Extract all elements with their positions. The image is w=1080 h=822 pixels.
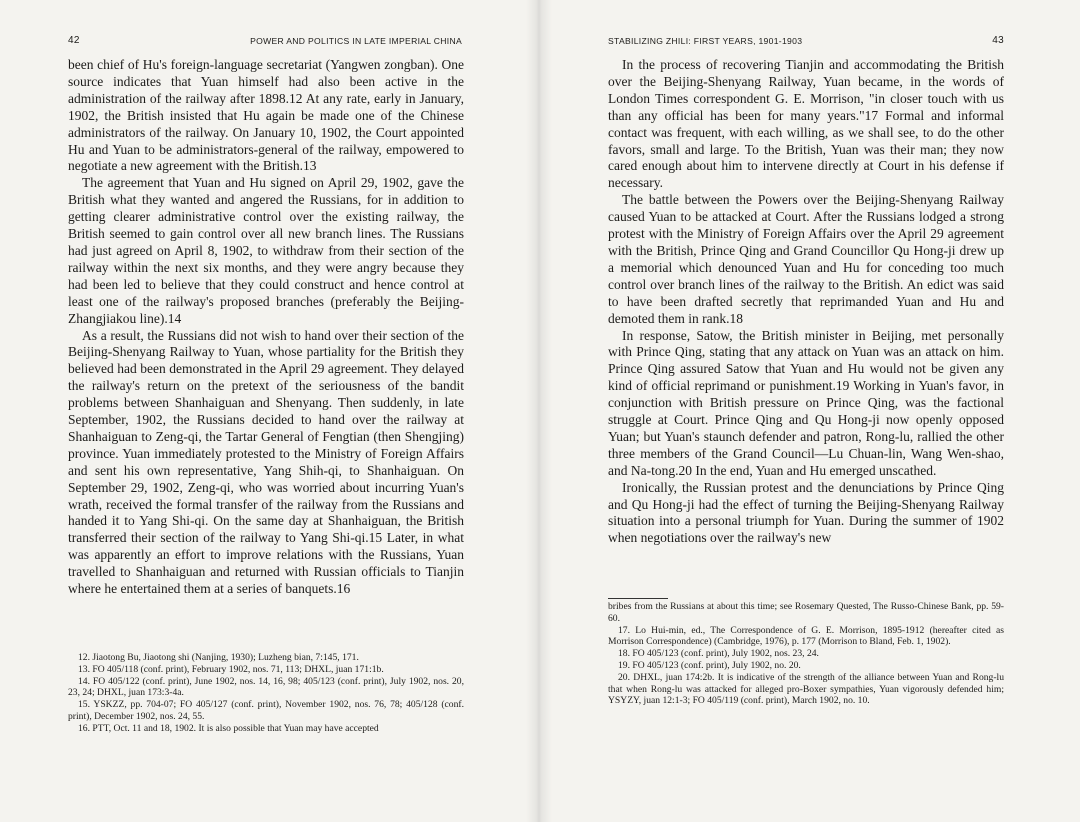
- left-footnotes: [68, 652, 464, 735]
- left-page-header: [68, 36, 464, 50]
- paragraph: The agreement that Yuan and Hu signed on April 29, 1902, gave the British what they wanted and angered the Russians, for in addition to getting clearer administrative control over the existing railway, the British seemed to gain control over all new branch lines. The Russians had just agreed on April 8, 1902, to withdraw from their section of the railway within the next six months, and they were angry because they had been led to believe that they could construct and hence control at least one of the railway's proposed branches (preferably the Beijing-Zhangjiakou line).14: [68, 175, 464, 326]
- page-number: 43: [992, 35, 1004, 46]
- left-body-text: [68, 57, 464, 598]
- footnote: bribes from the Russians at about this time; see Rosemary Quested, The Russo-Chinese Bank, pp. 59-60.: [608, 601, 1004, 624]
- paragraph: In the process of recovering Tianjin and accommodating the British over the Beijing-Shenyang Railway, Yuan became, in the words of London Times correspondent G. E. Morrison, "in closer touch with us than any official has been for many years."17 Formal and informal contact was frequent, with each willing, as we shall see, to do the other favors, small and large. To the British, Yuan was their man; they now cared enough about him to intervene directly at Court in his defense if necessary.: [608, 57, 1004, 191]
- footnote: 17. Lo Hui-min, ed., The Correspondence of G. E. Morrison, 1895-1912 (hereafter cited as Morrison Correspondence) (Cambridge, 1976), p. 177 (Morrison to Bland, Feb. 1, 1902).: [608, 624, 1004, 648]
- right-footnotes: [608, 598, 1004, 707]
- footnote: 15. YSKZZ, pp. 704-07; FO 405/127 (conf. print), November 1902, nos. 76, 78; 405/128 (conf. print), December 1902, nos. 24, 55.: [68, 699, 464, 722]
- footnote: 12. Jiaotong Bu, Jiaotong shi (Nanjing, 1930); Luzheng bian, 7:145, 171.: [78, 652, 359, 663]
- running-head: STABILIZING ZHILI: FIRST YEARS, 1901-1903: [608, 36, 803, 46]
- page-number: 42: [68, 35, 80, 46]
- paragraph: As a result, the Russians did not wish to hand over their section of the Beijing-Shenyang Railway to Yuan, whose partiality for the British they believed had been demonstrated in the April 29 agreement. They delayed the railway's return on the pretext of the seriousness of the bandit problems between Shanhaiguan and Shenyang. Then suddenly, in late September, 1902, the Russians decided to hand over the railway at Shanhaiguan to Zeng-qi, the Tartar General of Fengtian (then Shengjing) province. Yuan immediately protested to the Ministry of Foreign Affairs and sent his own representative, Yang Shih-qi, to Shanhaiguan. On September 29, 1902, Zeng-qi, who was worried about incurring Yuan's wrath, received the formal transfer of the railway from the Russians and handed it to Yang Shi-qi. On the same day at Shanhaiguan, the British transferred their section of the railway to Yang Shi-qi.15 Later, in what was apparently an effort to improve relations with the Russians, Yuan travelled to Shanhaiguan and returned with Russian officials to Tianjin where he entertained them at a series of banquets.16: [68, 327, 464, 597]
- paragraph: The battle between the Powers over the Beijing-Shenyang Railway caused Yuan to be attacked at Court. After the Russians lodged a strong protest with the Ministry of Foreign Affairs over the April 29 agreement with the British, Prince Qing and Grand Councillor Qu Hong-ji drew up a memorial which denounced Yuan and Hu for conceding too much control over branch lines of the railway to the British. An edict was said to have been drafted secretly that reprimanded Yuan and Hu and demoted them in rank.18: [608, 192, 1004, 326]
- left-page: [68, 0, 464, 822]
- right-body-text: [608, 57, 1004, 547]
- page-gutter: [526, 0, 552, 822]
- footnote: 13. FO 405/118 (conf. print), February 1902, nos. 71, 113; DHXL, juan 171:1b.: [78, 663, 384, 675]
- paragraph: Ironically, the Russian protest and the denunciations by Prince Qing and Qu Hong-ji had the effect of turning the Beijing-Shenyang Railway situation into a personal triumph for Yuan. During the summer of 1902 when negotiations over the railway's new: [608, 479, 1004, 546]
- footnote-rule: [608, 598, 668, 599]
- right-page: [608, 0, 1004, 822]
- footnote: 14. FO 405/122 (conf. print), June 1902, nos. 14, 16, 98; 405/123 (conf. print), July 1902, nos. 20, 23, 24; DHXL, juan 173:3-4a.: [68, 675, 464, 699]
- footnote: 19. FO 405/123 (conf. print), July 1902, no. 20.: [618, 659, 801, 671]
- footnote: 18. FO 405/123 (conf. print), July 1902, nos. 23, 24.: [618, 648, 819, 660]
- paragraph: In response, Satow, the British minister in Beijing, met personally with Prince Qing, stating that any attack on Yuan was an attack on him. Prince Qing assured Satow that Yuan and Hu would not be given any kind of official reprimand or punishment.19 Working in Yuan's favor, in conjunction with British pressure on Prince Qing, was the factional struggle at Court. Prince Qing and Qu Hong-ji now openly opposed Yuan; but Yuan's staunch defender and patron, Rong-lu, rallied the other three members of the Grand Council—Lu Chuan-lin, Wang Wen-shao, and Na-tong.20 In the end, Yuan and Hu emerged unscathed.: [608, 327, 1004, 478]
- paragraph: been chief of Hu's foreign-language secretariat (Yangwen zongban). One source indicates that Yuan himself had also been active in the administration of the railway after 1898.12 At any rate, early in January, 1902, the British insisted that Hu again be made one of the Chinese administrators of the railway. On January 10, 1902, the Court appointed Hu and Yuan to be administrators-general of the railway, empowered to negotiate a new agreement with the British.13: [68, 57, 464, 174]
- right-page-header: [608, 36, 1004, 50]
- footnote: 20. DHXL, juan 174:2b. It is indicative of the strength of the alliance between Yuan and Rong-lu that when Rong-lu was attacked for alleged pro-Boxer sympathies, Yuan vigorously defended him; YSYZY, juan 12:1-3; FO 405/119 (conf. print), March 1902, no. 10.: [608, 671, 1004, 707]
- running-head: POWER AND POLITICS IN LATE IMPERIAL CHINA: [250, 36, 462, 46]
- footnote: 16. PTT, Oct. 11 and 18, 1902. It is also possible that Yuan may have accepted: [78, 722, 379, 734]
